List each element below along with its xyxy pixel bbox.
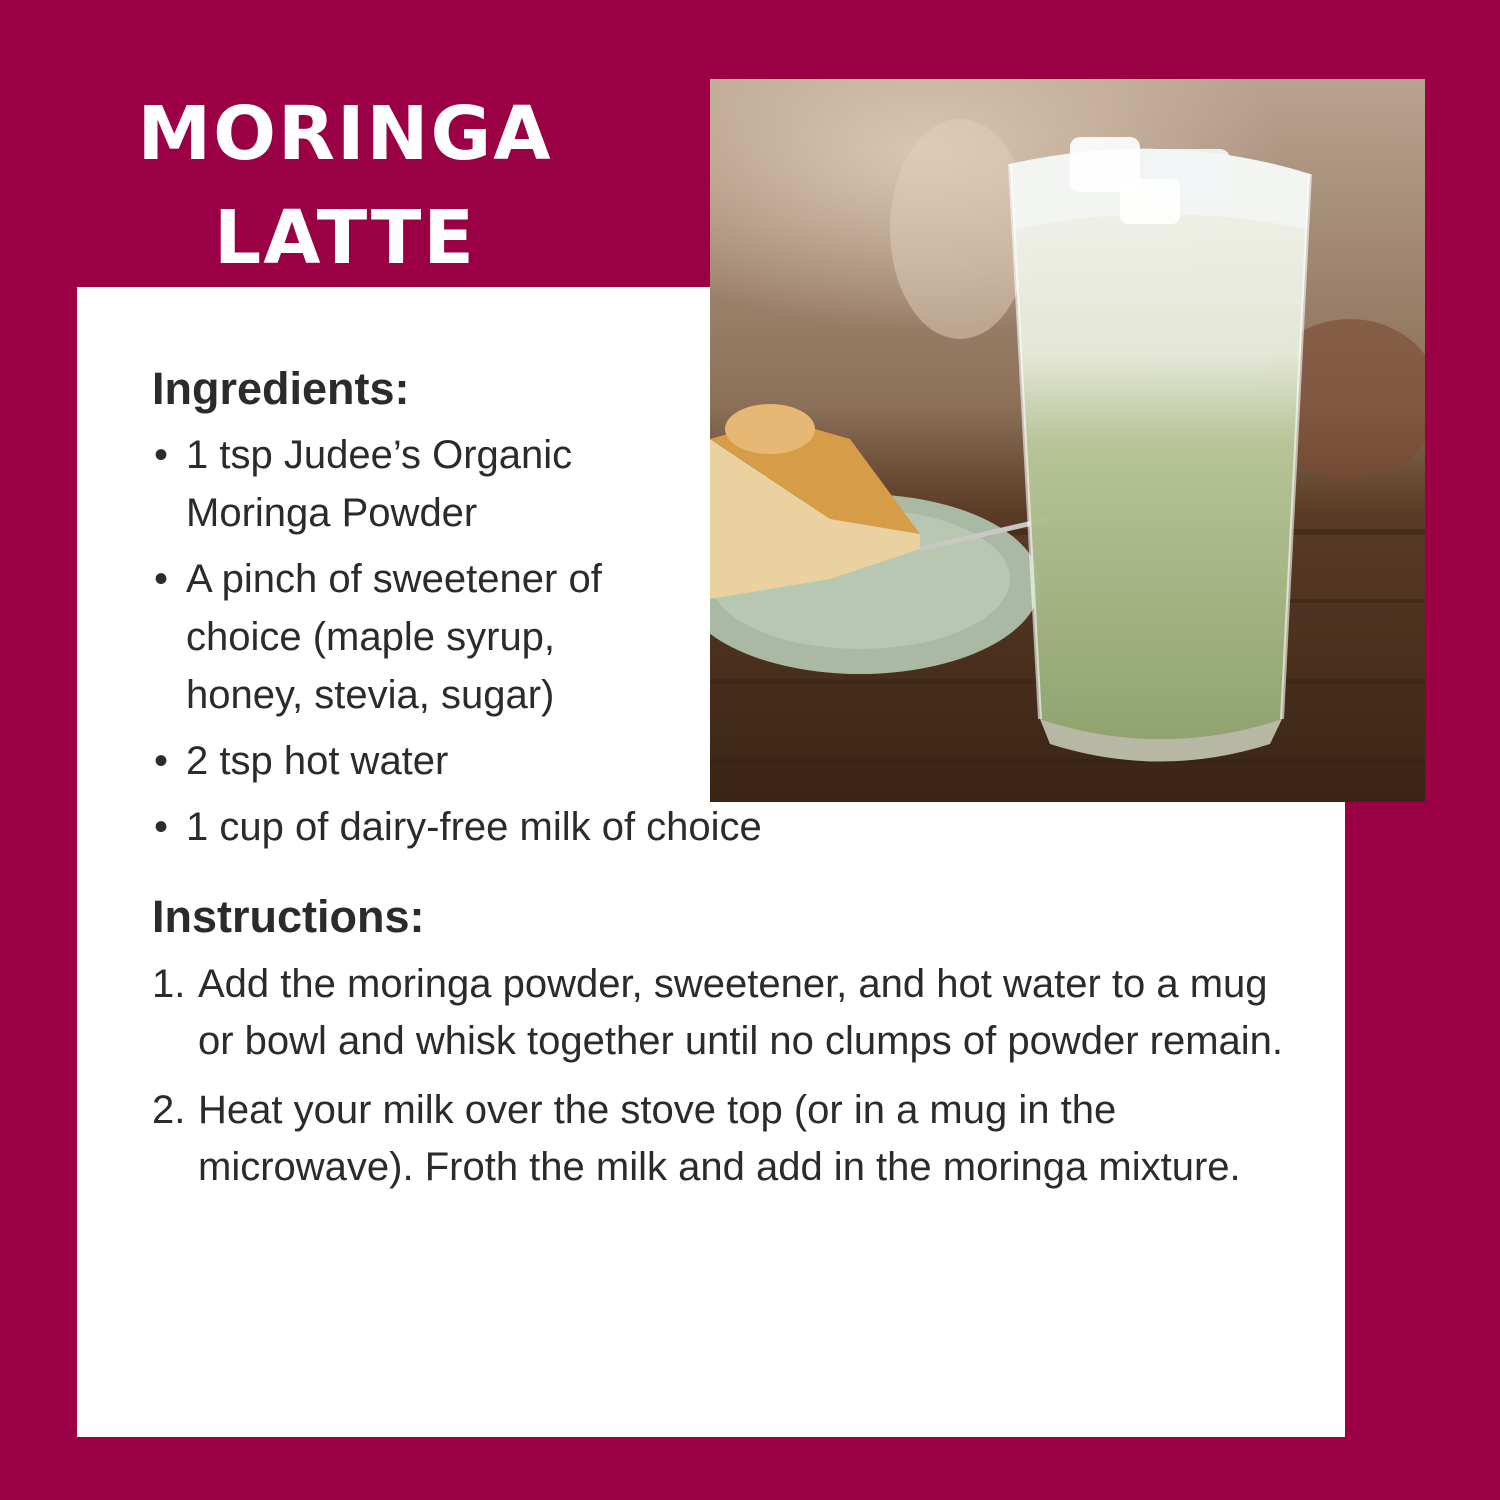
recipe-title bbox=[120, 82, 570, 290]
ingredients-list bbox=[152, 426, 1292, 856]
list-item bbox=[152, 550, 656, 724]
instructions-list bbox=[152, 956, 1292, 1196]
list-item bbox=[152, 732, 1292, 790]
step-text: Heat your milk over the stove top (or in a mug in the microwave). Froth the milk and add in the moringa mixture. bbox=[198, 1088, 1241, 1189]
bullet-icon: • bbox=[154, 433, 169, 477]
step-number: 2. bbox=[152, 1088, 186, 1132]
instructions-heading: Instructions: bbox=[152, 891, 425, 942]
list-item bbox=[152, 798, 1292, 856]
list-item bbox=[152, 956, 1292, 1070]
title-line-2: LATTE bbox=[214, 195, 476, 281]
ingredient-text: 1 cup of dairy-free milk of choice bbox=[186, 805, 762, 849]
bullet-icon: • bbox=[154, 557, 169, 601]
bullet-icon: • bbox=[154, 739, 169, 783]
ingredient-text: 1 tsp Judee’s Organic Moringa Powder bbox=[186, 433, 573, 535]
ingredient-text: A pinch of sweetener of choice (maple syrup, honey, stevia, sugar) bbox=[186, 557, 602, 717]
title-line-1: MORINGA bbox=[137, 91, 553, 177]
list-item bbox=[152, 426, 656, 542]
step-text: Add the moringa powder, sweetener, and hot water to a mug or bowl and whisk together until no clumps of powder remain. bbox=[198, 962, 1283, 1063]
ingredient-text: 2 tsp hot water bbox=[186, 739, 449, 783]
list-item bbox=[152, 1082, 1292, 1196]
step-number: 1. bbox=[152, 962, 186, 1006]
ingredients-heading: Ingredients: bbox=[152, 363, 410, 414]
recipe-content bbox=[152, 358, 1292, 1208]
bullet-icon: • bbox=[154, 805, 169, 849]
